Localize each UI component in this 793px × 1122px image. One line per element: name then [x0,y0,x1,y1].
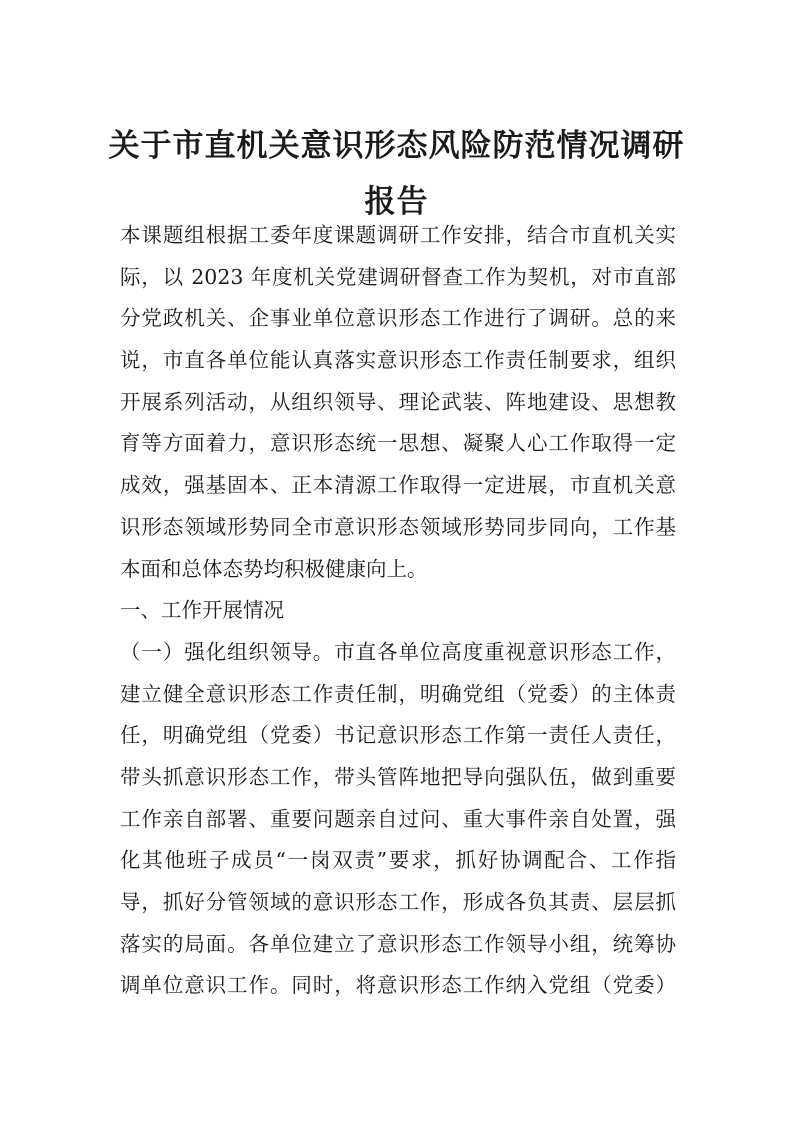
body-line: 育等方面着力，意识形态统一思想、凝聚人心工作取得一定 [120,431,676,456]
document-title [100,118,693,230]
body-line: 识形态领域形势同全市意识形态领域形势同步同向，工作基 [120,514,676,539]
body-line: 导，抓好分管领域的意识形态工作，形成各负其责、层层抓 [120,890,676,914]
document-body [120,215,676,1007]
body-line: 本课题组根据工委年度课题调研工作安排，结合市直机关实 [120,223,676,247]
title-line-2: 报告 [364,184,429,220]
body-line: 际，以 2023 年度机关党建调研督查工作为契机，对市直部 [120,264,676,289]
body-line: 说，市直各单位能认真落实意识形态工作责任制要求，组织 [120,348,676,373]
body-line: 分党政机关、企事业单位意识形态工作进行了调研。总的来 [120,306,676,331]
body-line: 落实的局面。各单位建立了意识形态工作领导小组，统筹协 [120,931,676,956]
body-line: （一）强化组织领导。市直各单位高度重视意识形态工作， [120,639,676,664]
body-line: 开展系列活动，从组织领导、理论武装、阵地建设、思想教 [120,389,676,414]
body-line: 调单位意识工作。同时，将意识形态工作纳入党组（党委） [120,973,676,998]
body-line: 成效，强基固本、正本清源工作取得一定进展，市直机关意 [120,473,676,498]
body-line: 工作亲自部署、重要问题亲自过问、重大事件亲自处置，强 [120,806,676,831]
body-line: 本面和总体态势均积极健康向上。 [120,556,428,581]
body-line: 一、工作开展情况 [120,598,284,623]
body-line: 建立健全意识形态工作责任制，明确党组（党委）的主体责 [120,681,676,706]
body-line: 任，明确党组（党委）书记意识形态工作第一责任人责任， [120,723,676,748]
title-line-1: 关于市直机关意识形态风险防范情况调研 [108,128,685,164]
body-line: 带头抓意识形态工作，带头管阵地把导向强队伍，做到重要 [120,764,676,789]
body-line: 化其他班子成员“一岗双责”要求，抓好协调配合、工作指 [120,848,676,873]
